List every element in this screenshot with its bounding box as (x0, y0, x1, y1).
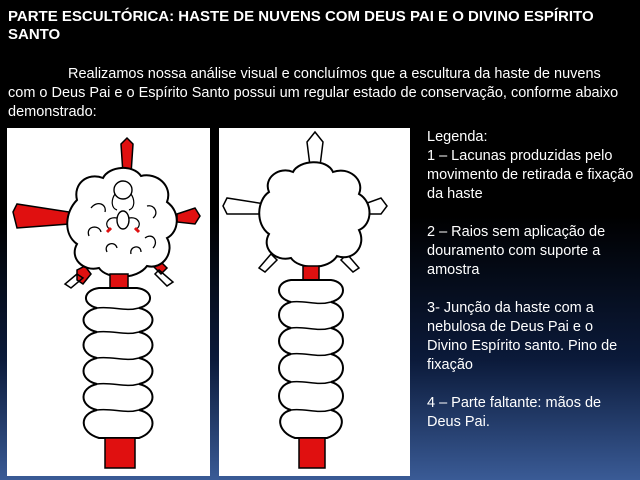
legend-item-2: 2 – Raios sem aplicação de douramento com suporte a amostra (427, 224, 606, 278)
front-stem-base (105, 438, 135, 468)
holy-spirit-figure (117, 211, 129, 229)
back-twisted-stem (279, 280, 343, 438)
front-lower-right-ray (155, 270, 173, 286)
front-lower-left-ray (65, 274, 83, 288)
back-stem-base (299, 438, 325, 468)
legend-heading: Legenda: (427, 129, 488, 145)
front-left-ray (13, 204, 69, 228)
front-right-ray (177, 208, 200, 224)
back-cloud-head (259, 162, 369, 267)
front-view-drawing (7, 128, 210, 476)
front-view-sketch (7, 128, 210, 476)
front-stem-joint (110, 274, 128, 288)
god-father-head (114, 181, 132, 199)
legend-item-3: 3- Junção da haste com a nebulosa de Deus Pai e o Divino Espírito santo. Pino de fixação (427, 300, 618, 373)
back-stem-joint (303, 266, 319, 280)
intro-paragraph: Realizamos nossa análise visual e concluímos que a escultura da haste de nuvens com o Deus Pai e o Espírito Santo possui um regular estado de conservação, conforme abaixo demonstrado: (8, 66, 619, 120)
legend-item-4: 4 – Parte faltante: mãos de Deus Pai. (427, 395, 602, 430)
slide-title: PARTE ESCULTÓRICA: HASTE DE NUVENS COM DEUS PAI E O DIVINO ESPÍRITO SANTO (8, 8, 594, 43)
front-twisted-stem (84, 288, 153, 438)
legend-item-1: 1 – Lacunas produzidas pelo movimento de retirada e fixação da haste (427, 148, 634, 202)
back-view-drawing (219, 128, 410, 476)
back-view-sketch (219, 128, 410, 476)
legend (427, 128, 637, 432)
